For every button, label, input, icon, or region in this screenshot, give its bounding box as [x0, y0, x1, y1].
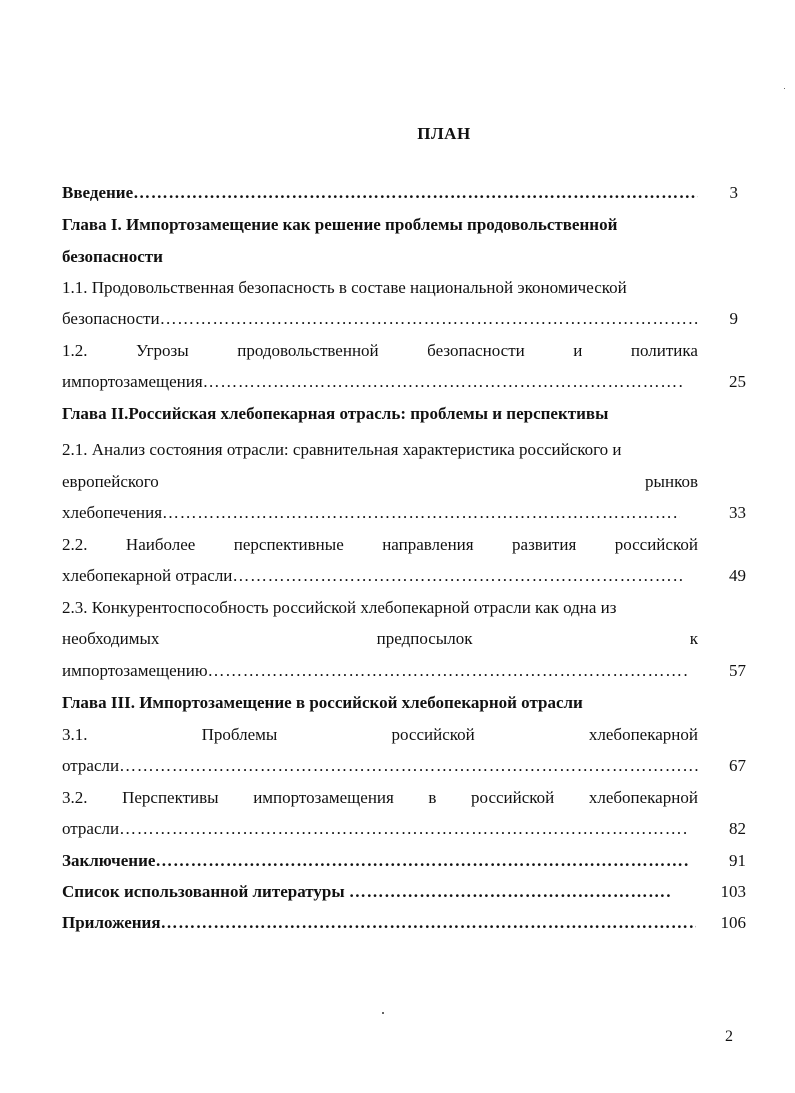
word: европейского: [62, 472, 159, 491]
word: продовольственной: [237, 341, 379, 360]
word: в: [428, 788, 437, 807]
toc-entry-line: 1.1. Продовольственная безопасность в составе национальной экономической: [62, 278, 627, 297]
toc-page: 49: [729, 566, 746, 585]
leader-dots: [208, 658, 688, 684]
word: и: [573, 341, 583, 360]
toc-entry-line: [62, 532, 698, 558]
word: 2.2.: [62, 535, 88, 554]
toc-entry-line: 2.1. Анализ состояния отрасли: сравнительная характеристика российского и: [62, 440, 622, 459]
toc-entry-3-1: [62, 753, 698, 779]
chapter-heading-cont: безопасности: [62, 247, 163, 266]
toc-page: 3: [729, 183, 738, 202]
leader-dots: [349, 879, 672, 905]
toc-page: 106: [720, 913, 746, 932]
word: российской: [391, 725, 475, 744]
toc-page: 91: [729, 851, 746, 870]
chapter-heading: Глава III. Импортозамещение в российской хлебопекарной отрасли: [62, 693, 583, 712]
toc-entry-2-3: [62, 658, 688, 684]
leader-dots: [161, 910, 696, 936]
word: к: [689, 629, 698, 648]
leader-dots: [119, 816, 688, 842]
word: предпосылок: [376, 629, 473, 648]
word: развития: [512, 535, 577, 554]
toc-entry-line: [62, 469, 698, 495]
toc-label: Заключение: [62, 851, 156, 870]
toc-entry-line: [62, 626, 698, 652]
toc-entry-literature: [62, 879, 672, 905]
leader-dots: [162, 500, 680, 526]
toc-page: 57: [729, 661, 746, 680]
scan-speck: [784, 88, 785, 89]
word: безопасности: [427, 341, 525, 360]
leader-dots: [160, 306, 698, 332]
leader-dots: [119, 753, 698, 779]
toc-label: хлебопечения: [62, 503, 163, 522]
word: Перспективы: [122, 788, 219, 807]
toc-page: 33: [729, 503, 746, 522]
toc-page: 67: [729, 756, 746, 775]
toc-entry-line: 2.3. Конкурентоспособность российской хлебопекарной отрасли как одна из: [62, 598, 617, 617]
toc-entry-1-1: [62, 306, 698, 332]
word: политика: [630, 341, 698, 360]
toc-label: Введение: [62, 183, 134, 202]
toc-entry-intro: [62, 180, 698, 206]
toc-entry-3-2: [62, 816, 688, 842]
toc-label: отрасли: [62, 819, 120, 838]
page-title: ПЛАН: [417, 124, 471, 143]
word: необходимых: [62, 629, 160, 648]
toc-entry-2-1: [62, 500, 680, 526]
toc-entry-1-2: [62, 369, 684, 395]
toc-entry-conclusion: [62, 848, 690, 874]
word: 3.2.: [62, 788, 88, 807]
word: 3.1.: [62, 725, 88, 744]
word: рынков: [645, 472, 698, 491]
leader-dots: [155, 848, 690, 874]
toc-label: Приложения: [62, 913, 161, 932]
toc-entry-line: [62, 338, 698, 364]
toc-label: Список использованной литературы: [62, 882, 349, 901]
word: импортозамещения: [253, 788, 394, 807]
word: хлебопекарной: [588, 788, 698, 807]
toc-label: импортозамещению: [62, 661, 208, 680]
word: Проблемы: [201, 725, 278, 744]
toc-page: 9: [729, 309, 738, 328]
toc-label: импортозамещения: [62, 372, 203, 391]
chapter-heading: Глава I. Импортозамещение как решение проблемы продовольственной: [62, 215, 618, 234]
leader-dots: [203, 369, 684, 395]
word: хлебопекарной: [588, 725, 698, 744]
page-number: 2: [725, 1028, 733, 1045]
word: российской: [614, 535, 698, 554]
toc-page: 25: [729, 372, 746, 391]
toc-label: безопасности: [62, 309, 160, 328]
toc-page: 103: [720, 882, 746, 901]
word: российской: [471, 788, 555, 807]
word: Угрозы: [136, 341, 189, 360]
leader-dots: [133, 180, 698, 206]
leader-dots: [232, 563, 682, 589]
toc-entry-line: [62, 785, 698, 811]
word: направления: [382, 535, 474, 554]
word: перспективные: [233, 535, 344, 554]
word: 1.2.: [62, 341, 88, 360]
toc-entry-2-2: [62, 563, 682, 589]
scan-speck: [382, 1012, 384, 1014]
chapter-heading: Глава II.Российская хлебопекарная отрасль: проблемы и перспективы: [62, 404, 609, 423]
toc-label: хлебопекарной отрасли: [62, 566, 233, 585]
toc-page: 82: [729, 819, 746, 838]
toc-entry-appendix: [62, 910, 696, 936]
word: Наиболее: [125, 535, 196, 554]
toc-label: отрасли: [62, 756, 120, 775]
toc-entry-line: [62, 722, 698, 748]
